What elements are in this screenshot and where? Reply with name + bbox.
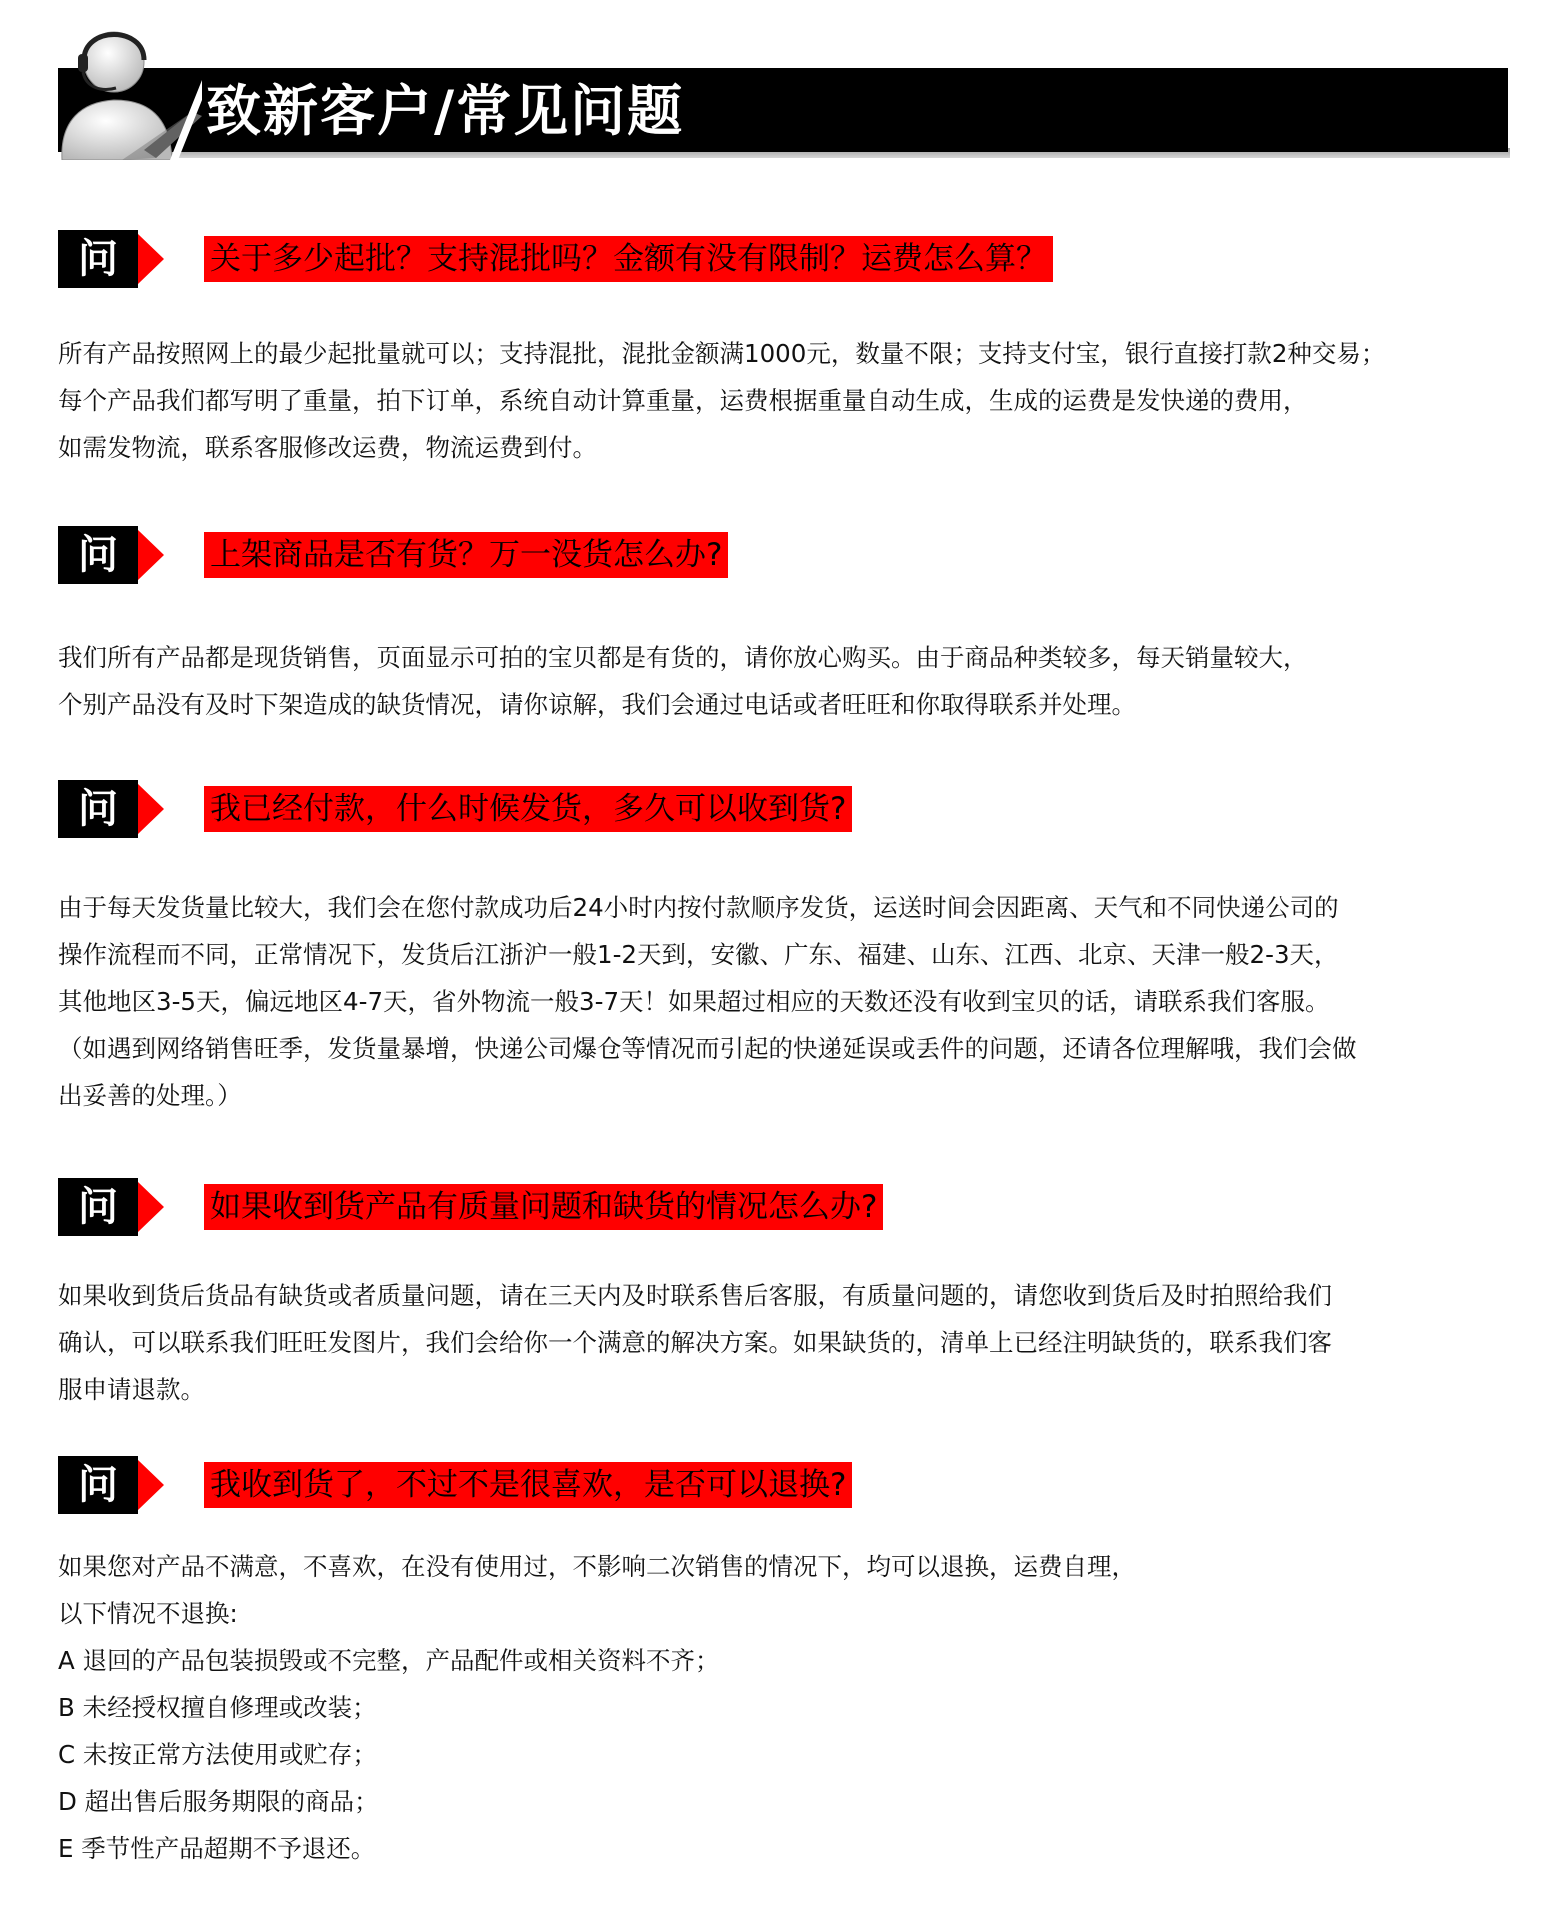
faq-answer-2 — [58, 634, 1518, 728]
answer-line: 如果收到货后货品有缺货或者质量问题，请在三天内及时联系售后客服，有质量问题的，请您收到货后及时拍照给我们 — [58, 1281, 1332, 1310]
answer-line: 如需发物流，联系客服修改运费，物流运费到付。 — [58, 433, 597, 462]
answer-line: 每个产品我们都写明了重量，拍下订单，系统自动计算重量，运费根据重量自动生成，生成的运费是发快递的费用， — [58, 386, 1308, 415]
answer-line: 我们所有产品都是现货销售，页面显示可拍的宝贝都是有货的，请你放心购买。由于商品种类较多，每天销量较大， — [58, 643, 1308, 672]
question-text: 上架商品是否有货？万一没货怎么办? — [204, 532, 728, 578]
page-title: 致新客户/常见问题 — [206, 79, 685, 143]
answer-line: C 未按正常方法使用或贮存； — [58, 1740, 377, 1769]
question-badge: 问 — [58, 1178, 138, 1236]
customer-service-person-icon — [52, 20, 202, 160]
question-badge: 问 — [58, 230, 138, 288]
faq-answer-3 — [58, 884, 1518, 1119]
faq-answer-1 — [58, 330, 1518, 471]
question-text: 如果收到货产品有质量问题和缺货的情况怎么办? — [204, 1184, 883, 1230]
question-badge: 问 — [58, 1456, 138, 1514]
answer-line: E 季节性产品超期不予退还。 — [58, 1834, 376, 1863]
answer-line: （如遇到网络销售旺季，发货量暴增，快递公司爆仓等情况而引起的快递延误或丢件的问题，还请各位理解哦，我们会做 — [58, 1034, 1357, 1063]
faq-answer-5 — [58, 1543, 1518, 1872]
faq-answer-4 — [58, 1272, 1518, 1413]
answer-line: 如果您对产品不满意，不喜欢，在没有使用过，不影响二次销售的情况下，均可以退换，运费自理， — [58, 1552, 1136, 1581]
red-arrow-icon — [138, 784, 164, 834]
question-text: 关于多少起批？支持混批吗？金额有没有限制？运费怎么算？ — [204, 236, 1053, 282]
question-badge: 问 — [58, 526, 138, 584]
answer-line: 出妥善的处理。） — [58, 1081, 242, 1110]
question-text: 我收到货了，不过不是很喜欢，是否可以退换? — [204, 1462, 852, 1508]
answer-line: 确认，可以联系我们旺旺发图片，我们会给你一个满意的解决方案。如果缺货的，清单上已经注明缺货的，联系我们客 — [58, 1328, 1332, 1357]
answer-line: 操作流程而不同，正常情况下，发货后江浙沪一般1-2天到，安徽、广东、福建、山东、江西、北京、天津一般2-3天， — [58, 940, 1339, 969]
answer-line: D 超出售后服务期限的商品； — [58, 1787, 379, 1816]
red-arrow-icon — [138, 1182, 164, 1232]
answer-line: 其他地区3-5天，偏远地区4-7天，省外物流一般3-7天！如果超过相应的天数还没有收到宝贝的话，请联系我们客服。 — [58, 987, 1330, 1016]
answer-line: A 退回的产品包装损毁或不完整，产品配件或相关资料不齐； — [58, 1646, 720, 1675]
answer-line: 由于每天发货量比较大，我们会在您付款成功后24小时内按付款顺序发货，运送时间会因距离、天气和不同快递公司的 — [58, 893, 1339, 922]
question-badge: 问 — [58, 780, 138, 838]
red-arrow-icon — [138, 234, 164, 284]
answer-line: 个别产品没有及时下架造成的缺货情况，请你谅解，我们会通过电话或者旺旺和你取得联系并处理。 — [58, 690, 1136, 719]
question-text: 我已经付款，什么时候发货，多久可以收到货? — [204, 786, 852, 832]
red-arrow-icon — [138, 530, 164, 580]
answer-line: 以下情况不退换: — [58, 1599, 238, 1628]
red-arrow-icon — [138, 1460, 164, 1510]
answer-line: 所有产品按照网上的最少起批量就可以；支持混批，混批金额满1000元，数量不限；支持支付宝，银行直接打款2种交易； — [58, 339, 1386, 368]
answer-line: B 未经授权擅自修理或改装； — [58, 1693, 377, 1722]
answer-line: 服申请退款。 — [58, 1375, 205, 1404]
